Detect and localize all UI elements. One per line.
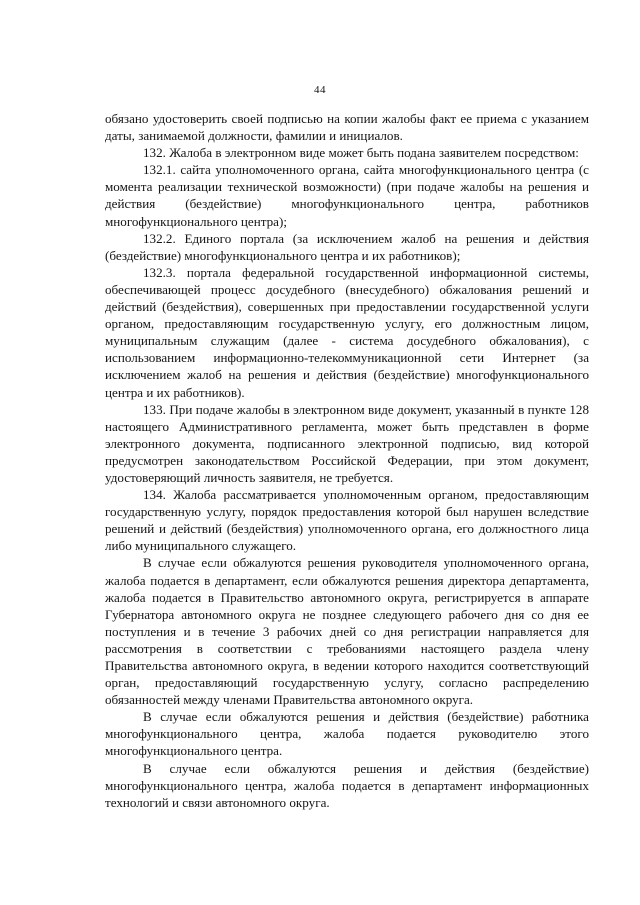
document-body	[105, 110, 589, 811]
page-number: 44	[314, 84, 326, 96]
paragraph-133: 133. При подаче жалобы в электронном виде документ, указанный в пункте 128 настоящего Административного регламента, может быть представлен в форме электронного документа, подписанного электронной подписью, вид которой предусмотрен законодательством Российской Федерации, при этом документ, удостоверяющий личность заявителя, не требуется.	[105, 401, 589, 485]
paragraph-132-1: 132.1. сайта уполномоченного органа, сайта многофункционального центра (с момента реализации технической возможности) (при подаче жалобы на решения и действия (бездействие) многофункционального центра, работников многофункционального центра);	[105, 162, 589, 229]
paragraph-134-mfc: В случае если обжалуются решения и действия (бездействие) многофункционального центра, жалоба подается в департамент информационных технологий и связи автономного округа.	[105, 760, 589, 810]
paragraph-continuation: обязано удостоверить своей подписью на копии жалобы факт ее приема с указанием даты, занимаемой должности, фамилии и инициалов.	[105, 111, 589, 144]
paragraph-132: 132. Жалоба в электронном виде может быть подана заявителем посредством:	[143, 145, 579, 161]
paragraph-134-head-complaint: В случае если обжалуются решения руководителя уполномоченного органа, жалоба подается в департамент, если обжалуются решения директора департамента, жалоба подается в Правительство автономного округа, регистрируется в аппарате Губернатора автономного округа не позднее следующего рабочего дня со дня ее поступления и в течение 3 рабочих дней со дня регистрации направляется для рассмотрения в соответствии с требованиями настоящего раздела члену Правительства автономного округа, в ведении которого находится соответствующий орган, предоставляющий государственную услугу, согласно распределению обязанностей между членами Правительства автономного округа.	[105, 555, 589, 708]
paragraph-132-2: 132.2. Единого портала (за исключением жалоб на решения и действия (бездействие) многофункционального центра и их работников);	[105, 230, 589, 263]
paragraph-134: 134. Жалоба рассматривается уполномоченным органом, предоставляющим государственную услугу, порядок предоставления которой был нарушен вследствие решений и действий (бездействия) уполномоченного органа, его должностного лица либо муниципального служащего.	[105, 487, 589, 554]
paragraph-132-3: 132.3. портала федеральной государственной информационной системы, обеспечивающей процесс досудебного (внесудебного) обжалования решений и действий (бездействия), совершенных при предоставлении государственной услуги органом, предоставляющим государственную услугу, его должностным лицом, муниципальным служащим (далее - система досудебного обжалования), с использованием информационно-телекоммуникационной сети Интернет (за исключением жалоб на решения и действия (бездействие) многофункционального центра и их работников).	[105, 264, 589, 400]
paragraph-134-mfc-worker: В случае если обжалуются решения и действия (бездействие) работника многофункционального центра, жалоба подается руководителю этого многофункционального центра.	[105, 709, 589, 759]
